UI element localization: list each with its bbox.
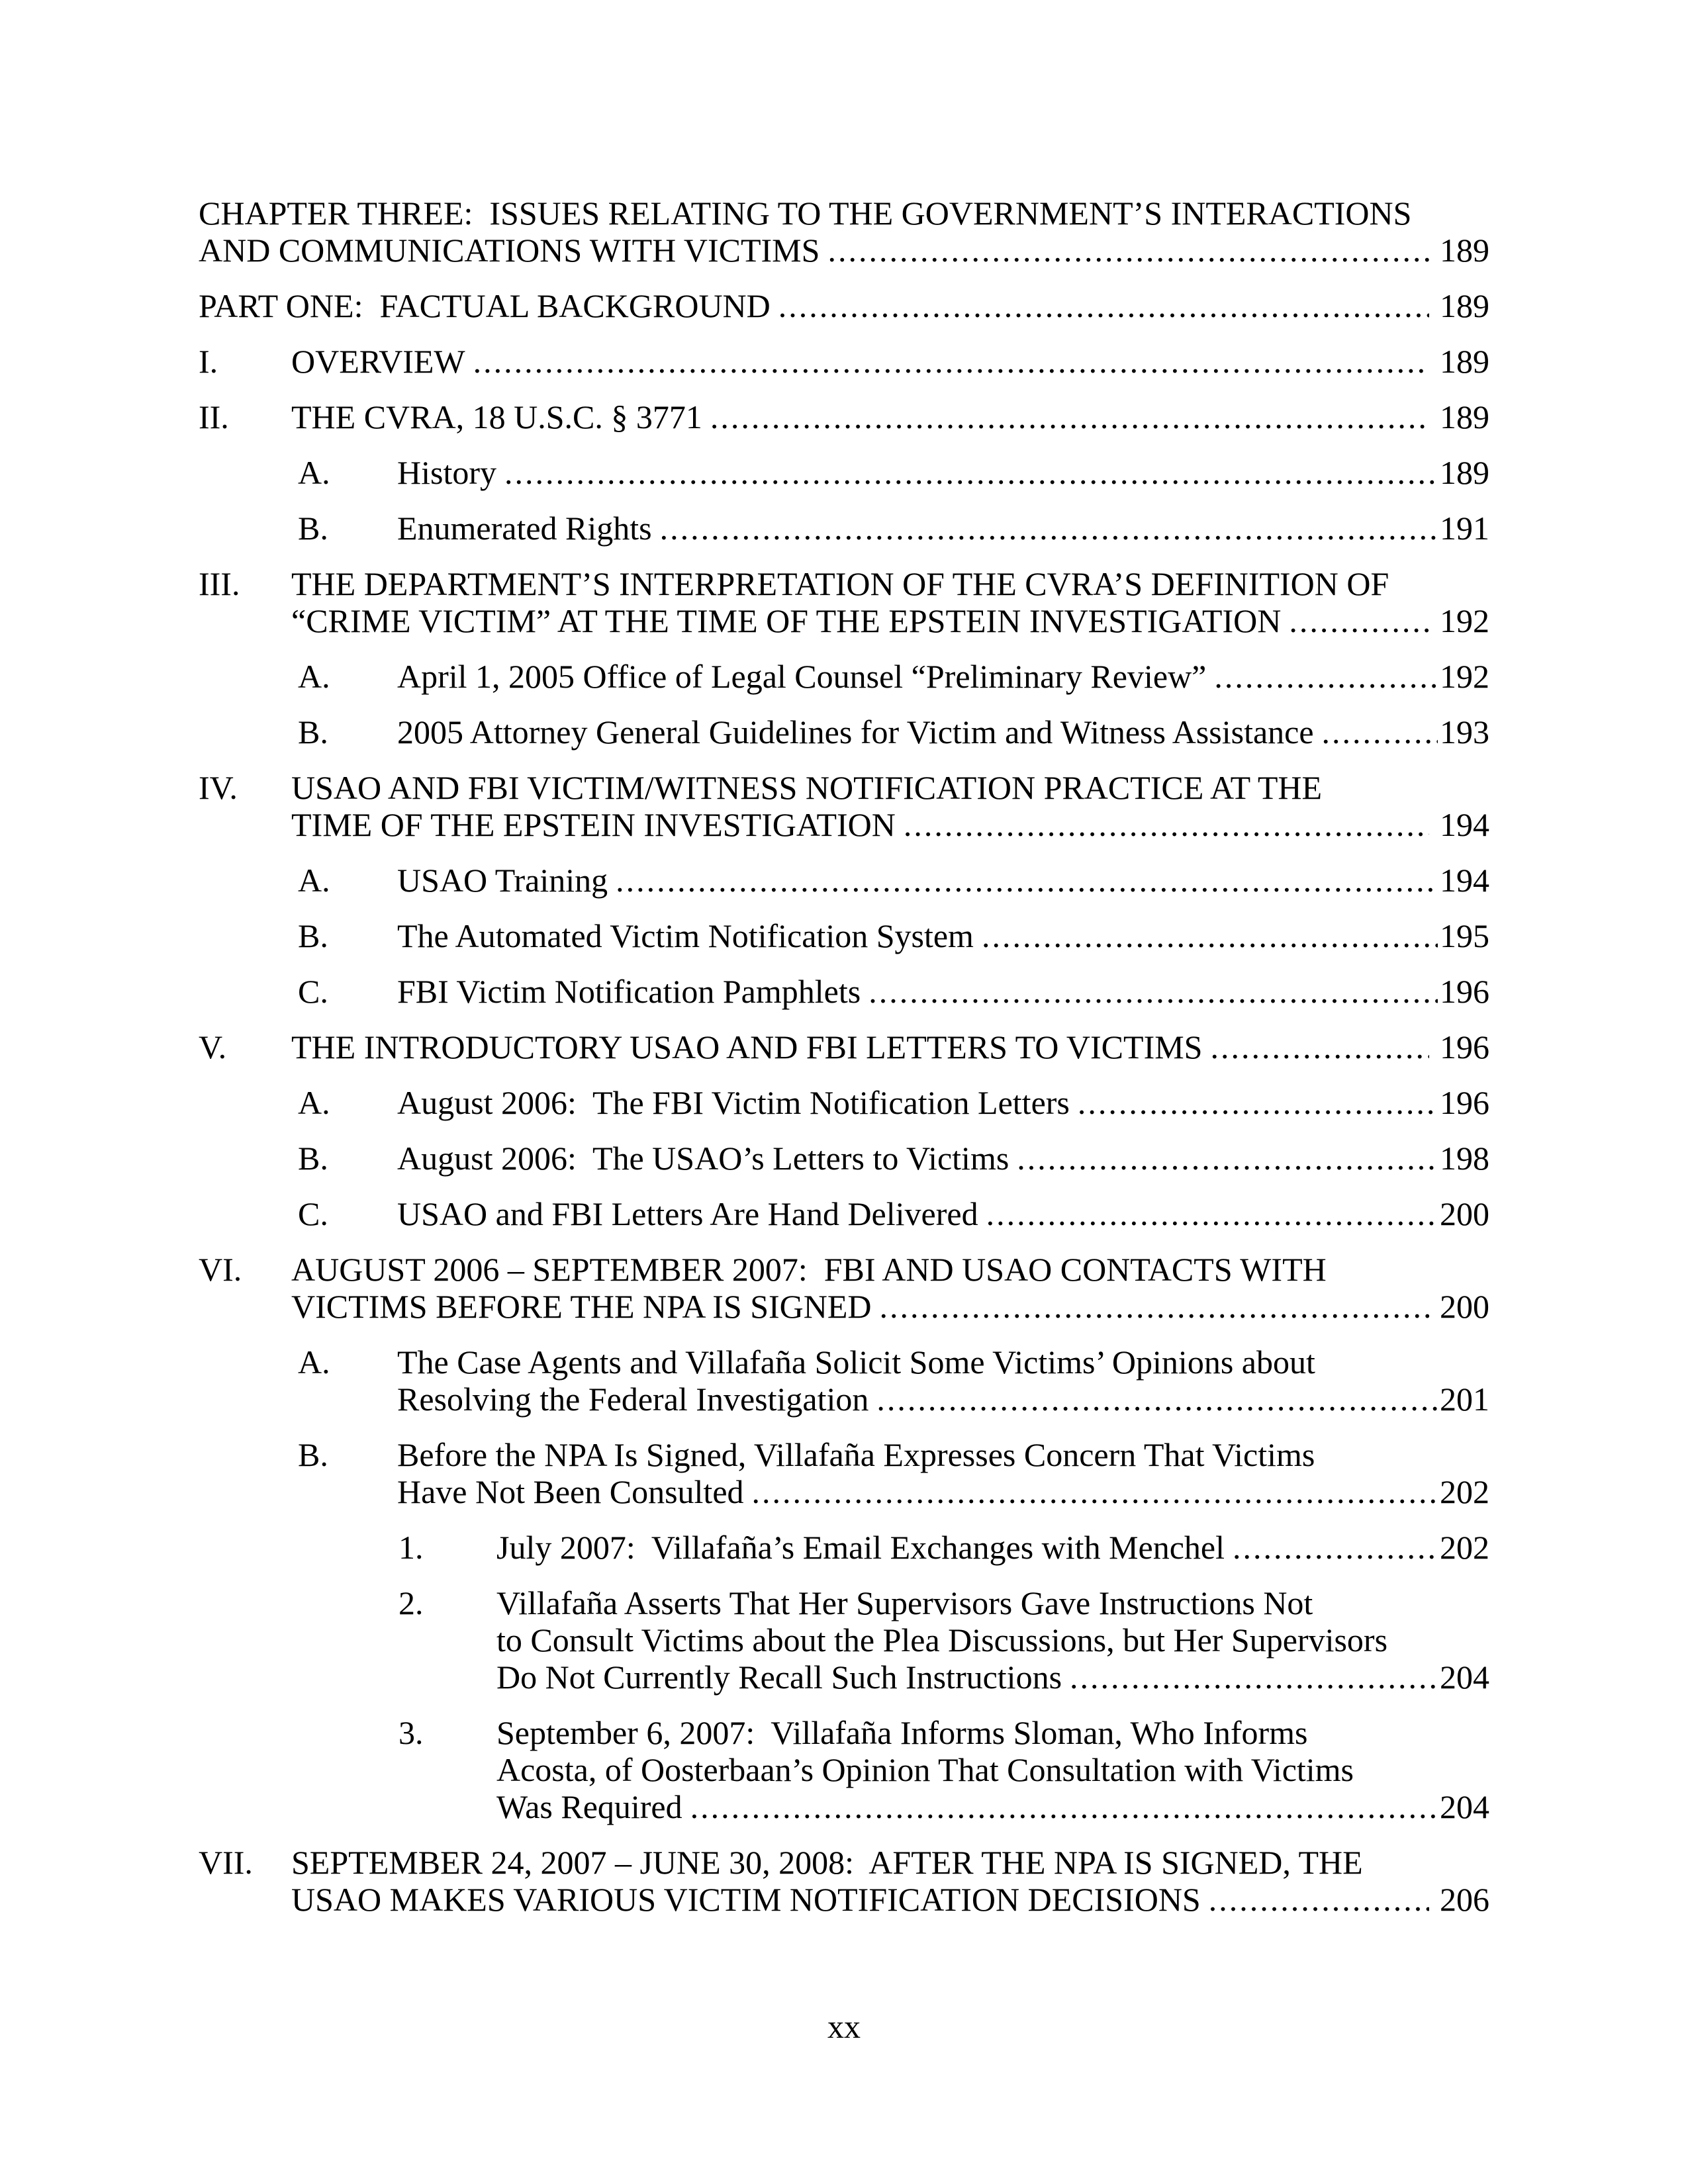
toc-entry-line (199, 510, 1489, 547)
toc-entry-text: “CRIME VICTIM” AT THE TIME OF THE EPSTEIN INVESTIGATION (291, 602, 1282, 639)
toc-entry (199, 917, 1489, 954)
dot-leader (616, 862, 1438, 899)
dot-leader (1214, 658, 1438, 695)
toc-entry-text: August 2006: The FBI Victim Notification Letters (397, 1084, 1070, 1121)
dot-leader (1289, 602, 1429, 639)
toc-entry (199, 862, 1489, 899)
toc-page-number: 194 (1440, 806, 1489, 843)
toc-entry-line (199, 1659, 1489, 1696)
toc-entry-line (199, 1084, 1489, 1121)
toc-entry-line (199, 1881, 1489, 1918)
toc-entry-label: B. (298, 1436, 328, 1473)
toc-page-number: 200 (1440, 1195, 1489, 1232)
toc-page-number: 189 (1440, 398, 1489, 435)
toc-entry-line (199, 454, 1489, 491)
toc-entry-text: Acosta, of Oosterbaan’s Opinion That Consultation with Victims (496, 1751, 1354, 1788)
toc-page-number: 189 (1440, 454, 1489, 491)
toc-entry-line (199, 1621, 1489, 1659)
toc-entry-line (199, 1436, 1489, 1473)
toc-entry-line (199, 1195, 1489, 1232)
toc-entry-line (199, 1751, 1489, 1788)
toc-entry (199, 769, 1489, 843)
toc-entry-text: PART ONE: FACTUAL BACKGROUND (199, 287, 771, 324)
toc-entry-line (199, 1140, 1489, 1177)
toc-entry-label: A. (298, 1343, 330, 1381)
dot-leader (1070, 1659, 1438, 1696)
toc-entry (199, 510, 1489, 547)
toc-entry-text: AUGUST 2006 – SEPTEMBER 2007: FBI AND USAO CONTACTS WITH (291, 1251, 1327, 1288)
toc-entry (199, 1343, 1489, 1418)
toc-entry-label: I. (199, 343, 218, 380)
toc-entry-text: THE INTRODUCTORY USAO AND FBI LETTERS TO VICTIMS (291, 1028, 1203, 1066)
toc-entry-text: History (397, 454, 496, 491)
toc-entry-label: B. (298, 1140, 328, 1177)
toc-entry-text: August 2006: The USAO’s Letters to Victims (397, 1140, 1009, 1177)
toc-entry (199, 1251, 1489, 1325)
toc-page-number: 204 (1440, 1659, 1489, 1696)
toc-entry-line (199, 1343, 1489, 1381)
toc-entry-line (199, 565, 1489, 602)
toc-entry-text: September 6, 2007: Villafaña Informs Sloman, Who Informs (496, 1714, 1308, 1751)
toc-entry-line (199, 713, 1489, 751)
toc-entry (199, 1028, 1489, 1066)
dot-leader (827, 232, 1429, 269)
table-of-contents (199, 195, 1489, 1936)
toc-entry-line (199, 658, 1489, 695)
toc-entry-text: AND COMMUNICATIONS WITH VICTIMS (199, 232, 820, 269)
toc-entry (199, 1084, 1489, 1121)
toc-entry-line (199, 769, 1489, 806)
toc-entry-text: USAO MAKES VARIOUS VICTIM NOTIFICATION DECISIONS (291, 1881, 1201, 1918)
toc-entry-line (199, 1584, 1489, 1621)
toc-entry (199, 1195, 1489, 1232)
toc-page-number: 200 (1440, 1288, 1489, 1325)
toc-entry-line (199, 398, 1489, 435)
toc-entry-text: TIME OF THE EPSTEIN INVESTIGATION (291, 806, 896, 843)
toc-entry-line (199, 1529, 1489, 1566)
toc-page-number: 201 (1440, 1381, 1489, 1418)
page-number-footer: xx (827, 2008, 861, 2045)
dot-leader (868, 973, 1438, 1010)
toc-entry-label: A. (298, 862, 330, 899)
toc-entry (199, 398, 1489, 435)
toc-page-number: 206 (1440, 1881, 1489, 1918)
toc-entry-text: The Case Agents and Villafaña Solicit Some Victims’ Opinions about (397, 1343, 1315, 1381)
toc-entry-line (199, 1788, 1489, 1825)
toc-page-number: 192 (1440, 602, 1489, 639)
toc-entry-line (199, 973, 1489, 1010)
toc-entry-line (199, 287, 1489, 324)
toc-page-number: 193 (1440, 713, 1489, 751)
toc-entry-text: to Consult Victims about the Plea Discussions, but Her Supervisors (496, 1621, 1388, 1659)
toc-entry-label: 1. (399, 1529, 424, 1566)
toc-entry (199, 1714, 1489, 1825)
dot-leader (778, 287, 1429, 324)
toc-page-number: 191 (1440, 510, 1489, 547)
toc-entry (199, 973, 1489, 1010)
toc-entry-label: V. (199, 1028, 227, 1066)
toc-entry-label: A. (298, 658, 330, 695)
dot-leader (752, 1473, 1438, 1510)
toc-entry-label: III. (199, 565, 240, 602)
toc-entry-label: VII. (199, 1844, 253, 1881)
dot-leader (982, 917, 1438, 954)
toc-page-number: 204 (1440, 1788, 1489, 1825)
toc-entry-line (199, 917, 1489, 954)
toc-entry-line (199, 343, 1489, 380)
toc-entry-text: CHAPTER THREE: ISSUES RELATING TO THE GOVERNMENT’S INTERACTIONS (199, 195, 1412, 232)
toc-entry-text: USAO and FBI Letters Are Hand Delivered (397, 1195, 978, 1232)
toc-entry-label: C. (298, 973, 328, 1010)
dot-leader (986, 1195, 1438, 1232)
dot-leader (904, 806, 1429, 843)
toc-entry-text: THE DEPARTMENT’S INTERPRETATION OF THE CVRA’S DEFINITION OF (291, 565, 1389, 602)
toc-entry (199, 1584, 1489, 1696)
dot-leader (690, 1788, 1438, 1825)
toc-entry-line (199, 602, 1489, 639)
toc-entry-text: THE CVRA, 18 U.S.C. § 3771 (291, 398, 702, 435)
toc-entry-line (199, 1844, 1489, 1881)
toc-entry-line (199, 1473, 1489, 1510)
dot-leader (880, 1288, 1429, 1325)
dot-leader (504, 454, 1438, 491)
toc-entry-text: USAO AND FBI VICTIM/WITNESS NOTIFICATION PRACTICE AT THE (291, 769, 1323, 806)
toc-entry-text: FBI Victim Notification Pamphlets (397, 973, 861, 1010)
toc-entry (199, 1844, 1489, 1918)
toc-entry-text: Resolving the Federal Investigation (397, 1381, 869, 1418)
toc-entry-line (199, 1714, 1489, 1751)
toc-entry-label: 3. (399, 1714, 424, 1751)
toc-entry (199, 454, 1489, 491)
dot-leader (876, 1381, 1438, 1418)
toc-page-number: 196 (1440, 973, 1489, 1010)
toc-page-number: 192 (1440, 658, 1489, 695)
toc-entry-text: Was Required (496, 1788, 682, 1825)
toc-entry-line (199, 1251, 1489, 1288)
toc-page-number: 189 (1440, 232, 1489, 269)
toc-page-number: 202 (1440, 1473, 1489, 1510)
toc-page-number: 195 (1440, 917, 1489, 954)
toc-entry-line (199, 1288, 1489, 1325)
toc-entry-label: 2. (399, 1584, 424, 1621)
toc-entry-text: SEPTEMBER 24, 2007 – JUNE 30, 2008: AFTER THE NPA IS SIGNED, THE (291, 1844, 1363, 1881)
dot-leader (473, 343, 1429, 380)
toc-page-number: 196 (1440, 1084, 1489, 1121)
toc-page-number: 198 (1440, 1140, 1489, 1177)
toc-entry-text: USAO Training (397, 862, 608, 899)
toc-entry-label: B. (298, 917, 328, 954)
toc-entry-label: B. (298, 713, 328, 751)
toc-entry (199, 195, 1489, 269)
toc-page-number: 194 (1440, 862, 1489, 899)
toc-entry-text: April 1, 2005 Office of Legal Counsel “Preliminary Review” (397, 658, 1207, 695)
toc-entry-label: VI. (199, 1251, 242, 1288)
toc-entry (199, 1436, 1489, 1510)
toc-entry (199, 658, 1489, 695)
toc-entry-line (199, 862, 1489, 899)
toc-entry-label: A. (298, 1084, 330, 1121)
toc-page-number: 196 (1440, 1028, 1489, 1066)
toc-entry-text: Before the NPA Is Signed, Villafaña Expresses Concern That Victims (397, 1436, 1315, 1473)
dot-leader (710, 398, 1429, 435)
toc-entry-line (199, 1381, 1489, 1418)
toc-entry (199, 1529, 1489, 1566)
toc-entry-text: VICTIMS BEFORE THE NPA IS SIGNED (291, 1288, 872, 1325)
toc-page-number: 202 (1440, 1529, 1489, 1566)
toc-entry-text: Do Not Currently Recall Such Instructions (496, 1659, 1062, 1696)
toc-entry (199, 287, 1489, 324)
toc-page-number: 189 (1440, 287, 1489, 324)
toc-entry-label: IV. (199, 769, 238, 806)
dot-leader (1209, 1881, 1429, 1918)
dot-leader (1233, 1529, 1438, 1566)
toc-entry-text: Have Not Been Consulted (397, 1473, 744, 1510)
toc-entry (199, 713, 1489, 751)
toc-entry-label: C. (298, 1195, 328, 1232)
toc-entry-text: OVERVIEW (291, 343, 465, 380)
toc-entry-line (199, 806, 1489, 843)
toc-entry-line (199, 1028, 1489, 1066)
toc-list (199, 195, 1489, 1918)
toc-entry-label: B. (298, 510, 328, 547)
toc-entry-text: Enumerated Rights (397, 510, 652, 547)
toc-entry-line (199, 232, 1489, 269)
dot-leader (1017, 1140, 1438, 1177)
dot-leader (1078, 1084, 1438, 1121)
toc-entry-text: The Automated Victim Notification System (397, 917, 974, 954)
toc-entry-text: 2005 Attorney General Guidelines for Victim and Witness Assistance (397, 713, 1314, 751)
toc-entry (199, 565, 1489, 639)
dot-leader (660, 510, 1438, 547)
toc-entry-text: Villafaña Asserts That Her Supervisors Gave Instructions Not (496, 1584, 1313, 1621)
toc-entry-text: July 2007: Villafaña’s Email Exchanges with Menchel (496, 1529, 1225, 1566)
toc-entry-line (199, 195, 1489, 232)
toc-entry (199, 1140, 1489, 1177)
toc-entry-label: A. (298, 454, 330, 491)
toc-entry-label: II. (199, 398, 229, 435)
dot-leader (1211, 1028, 1430, 1066)
dot-leader (1322, 713, 1438, 751)
toc-entry (199, 343, 1489, 380)
toc-page-number: 189 (1440, 343, 1489, 380)
